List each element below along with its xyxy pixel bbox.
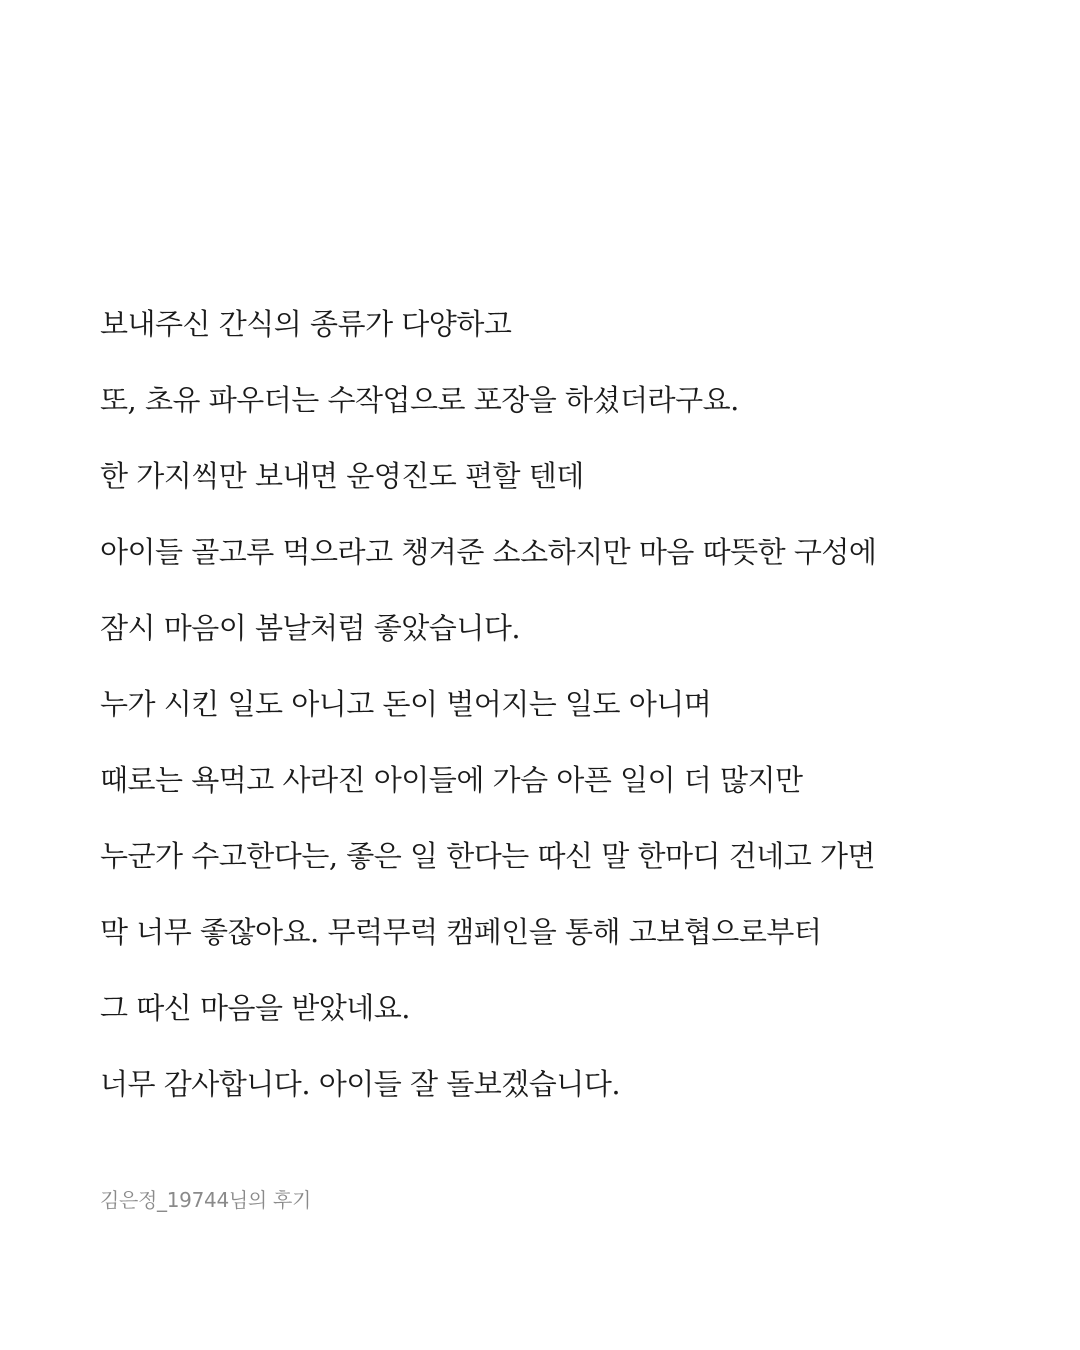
review-author: 김은정_19744님의 후기 [100, 1188, 312, 1212]
review-line: 아이들 골고루 먹으라고 챙겨준 소소하지만 마음 따뜻한 구성에 [100, 535, 877, 569]
review-line: 보내주신 간식의 종류가 다양하고 [100, 307, 512, 341]
review-line: 그 따신 마음을 받았네요. [100, 991, 411, 1025]
review-line: 또, 초유 파우더는 수작업으로 포장을 하셨더라구요. [100, 383, 739, 417]
review-line: 너무 감사합니다. 아이들 잘 돌보겠습니다. [100, 1067, 621, 1101]
review-line: 때로는 욕먹고 사라진 아이들에 가슴 아픈 일이 더 많지만 [100, 763, 803, 797]
review-line: 막 너무 좋잖아요. 무럭무럭 캠페인을 통해 고보협으로부터 [100, 915, 822, 949]
review-line: 한 가지씩만 보내면 운영진도 편할 텐데 [100, 459, 584, 493]
review-text [100, 302, 1000, 1138]
review-line: 누가 시킨 일도 아니고 돈이 벌어지는 일도 아니며 [100, 687, 712, 721]
review-line: 잠시 마음이 봄날처럼 좋았습니다. [100, 611, 521, 645]
review-line: 누군가 수고한다는, 좋은 일 한다는 따신 말 한마디 건네고 가면 [100, 839, 876, 873]
